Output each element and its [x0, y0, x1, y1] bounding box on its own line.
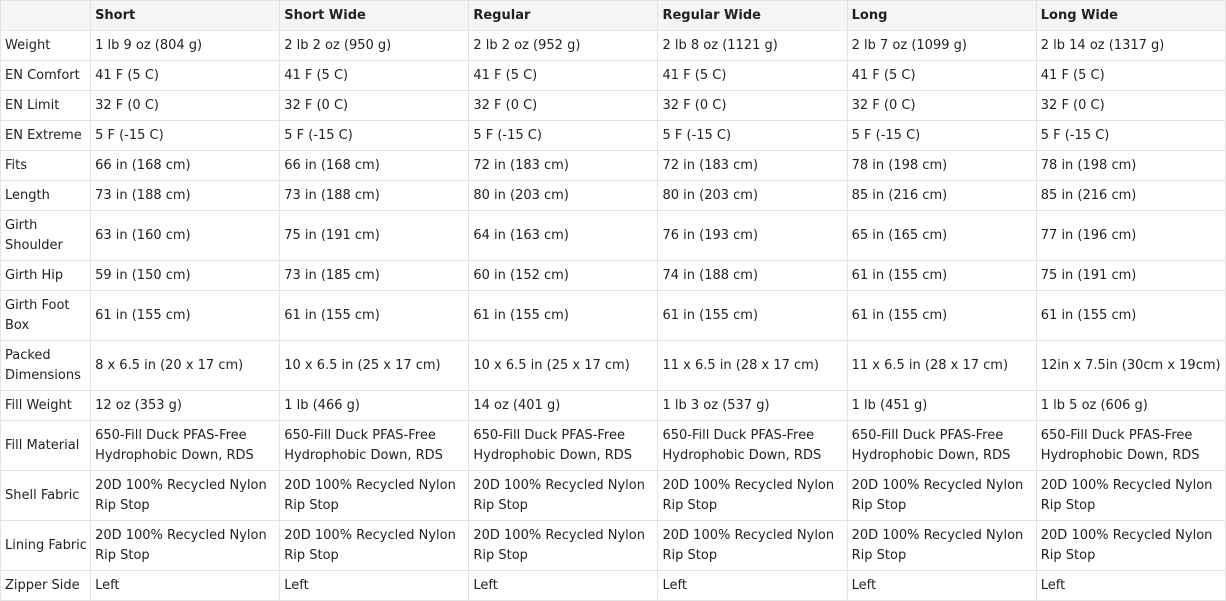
- table-cell: 650-Fill Duck PFAS-Free Hydrophobic Down, RDS: [658, 421, 847, 471]
- table-cell: 20D 100% Recycled Nylon Rip Stop: [658, 521, 847, 571]
- table-cell: 60 in (152 cm): [469, 261, 658, 291]
- table-cell: 32 F (0 C): [91, 91, 280, 121]
- table-row: [1, 181, 1226, 211]
- table-row: [1, 91, 1226, 121]
- table-row: [1, 391, 1226, 421]
- table-cell: Left: [91, 571, 280, 601]
- row-label: Fill Material: [1, 421, 91, 471]
- table-cell: Left: [658, 571, 847, 601]
- table-cell: 5 F (-15 C): [1036, 121, 1225, 151]
- table-cell: Left: [1036, 571, 1225, 601]
- table-cell: 5 F (-15 C): [847, 121, 1036, 151]
- row-label: EN Comfort: [1, 61, 91, 91]
- table-row: [1, 121, 1226, 151]
- table-cell: 20D 100% Recycled Nylon Rip Stop: [91, 521, 280, 571]
- table-cell: Left: [469, 571, 658, 601]
- table-cell: 5 F (-15 C): [658, 121, 847, 151]
- table-cell: 11 x 6.5 in (28 x 17 cm): [847, 341, 1036, 391]
- table-cell: 1 lb 5 oz (606 g): [1036, 391, 1225, 421]
- header-row: [1, 1, 1226, 31]
- header-cell-corner: [1, 1, 91, 31]
- row-label: Packed Dimensions: [1, 341, 91, 391]
- table-cell: 11 x 6.5 in (28 x 17 cm): [658, 341, 847, 391]
- row-label: Shell Fabric: [1, 471, 91, 521]
- table-cell: 12in x 7.5in (30cm x 19cm): [1036, 341, 1225, 391]
- header-cell-short-wide: Short Wide: [280, 1, 469, 31]
- table-cell: 41 F (5 C): [1036, 61, 1225, 91]
- table-cell: Left: [280, 571, 469, 601]
- table-cell: 63 in (160 cm): [91, 211, 280, 261]
- table-cell: 61 in (155 cm): [1036, 291, 1225, 341]
- table-cell: 20D 100% Recycled Nylon Rip Stop: [658, 471, 847, 521]
- table-cell: 14 oz (401 g): [469, 391, 658, 421]
- table-cell: 78 in (198 cm): [847, 151, 1036, 181]
- table-cell: 61 in (155 cm): [91, 291, 280, 341]
- table-cell: 10 x 6.5 in (25 x 17 cm): [280, 341, 469, 391]
- table-cell: 73 in (188 cm): [280, 181, 469, 211]
- table-cell: 2 lb 2 oz (950 g): [280, 31, 469, 61]
- row-label: Fill Weight: [1, 391, 91, 421]
- table-cell: 74 in (188 cm): [658, 261, 847, 291]
- table-cell: 78 in (198 cm): [1036, 151, 1225, 181]
- table-cell: 1 lb 9 oz (804 g): [91, 31, 280, 61]
- table-cell: 73 in (185 cm): [280, 261, 469, 291]
- table-cell: 32 F (0 C): [469, 91, 658, 121]
- row-label: Girth Hip: [1, 261, 91, 291]
- table-row: [1, 421, 1226, 471]
- table-cell: 20D 100% Recycled Nylon Rip Stop: [847, 521, 1036, 571]
- table-row: [1, 61, 1226, 91]
- table-cell: 20D 100% Recycled Nylon Rip Stop: [469, 471, 658, 521]
- table-cell: 66 in (168 cm): [280, 151, 469, 181]
- table-row: [1, 211, 1226, 261]
- table-cell: 10 x 6.5 in (25 x 17 cm): [469, 341, 658, 391]
- table-cell: 32 F (0 C): [280, 91, 469, 121]
- table-cell: 12 oz (353 g): [91, 391, 280, 421]
- table-cell: 20D 100% Recycled Nylon Rip Stop: [847, 471, 1036, 521]
- table-cell: 75 in (191 cm): [280, 211, 469, 261]
- table-cell: 1 lb (451 g): [847, 391, 1036, 421]
- table-cell: 61 in (155 cm): [469, 291, 658, 341]
- table-cell: 5 F (-15 C): [280, 121, 469, 151]
- table-cell: 64 in (163 cm): [469, 211, 658, 261]
- table-cell: 20D 100% Recycled Nylon Rip Stop: [1036, 471, 1225, 521]
- row-label: Fits: [1, 151, 91, 181]
- table-cell: 72 in (183 cm): [658, 151, 847, 181]
- row-label: Girth Shoulder: [1, 211, 91, 261]
- table-row: [1, 521, 1226, 571]
- row-label: Length: [1, 181, 91, 211]
- table-cell: 61 in (155 cm): [280, 291, 469, 341]
- table-cell: 2 lb 14 oz (1317 g): [1036, 31, 1225, 61]
- table-cell: 1 lb (466 g): [280, 391, 469, 421]
- row-label: Weight: [1, 31, 91, 61]
- header-cell-regular-wide: Regular Wide: [658, 1, 847, 31]
- table-cell: 5 F (-15 C): [91, 121, 280, 151]
- table-cell: 5 F (-15 C): [469, 121, 658, 151]
- table-cell: 66 in (168 cm): [91, 151, 280, 181]
- table-cell: 32 F (0 C): [658, 91, 847, 121]
- table-cell: 2 lb 7 oz (1099 g): [847, 31, 1036, 61]
- table-cell: 75 in (191 cm): [1036, 261, 1225, 291]
- table-cell: 72 in (183 cm): [469, 151, 658, 181]
- table-row: [1, 571, 1226, 601]
- header-cell-long: Long: [847, 1, 1036, 31]
- table-cell: 1 lb 3 oz (537 g): [658, 391, 847, 421]
- table-row: [1, 31, 1226, 61]
- table-row: [1, 291, 1226, 341]
- row-label: Girth Foot Box: [1, 291, 91, 341]
- table-cell: 41 F (5 C): [91, 61, 280, 91]
- table-cell: 650-Fill Duck PFAS-Free Hydrophobic Down, RDS: [469, 421, 658, 471]
- table-cell: 2 lb 8 oz (1121 g): [658, 31, 847, 61]
- table-cell: 41 F (5 C): [469, 61, 658, 91]
- table-cell: 80 in (203 cm): [658, 181, 847, 211]
- table-row: [1, 471, 1226, 521]
- table-cell: 41 F (5 C): [658, 61, 847, 91]
- table-cell: 650-Fill Duck PFAS-Free Hydrophobic Down, RDS: [847, 421, 1036, 471]
- table-cell: 59 in (150 cm): [91, 261, 280, 291]
- table-cell: 2 lb 2 oz (952 g): [469, 31, 658, 61]
- header-cell-long-wide: Long Wide: [1036, 1, 1225, 31]
- table-row: [1, 151, 1226, 181]
- table-cell: 20D 100% Recycled Nylon Rip Stop: [1036, 521, 1225, 571]
- table-cell: 73 in (188 cm): [91, 181, 280, 211]
- table-row: [1, 341, 1226, 391]
- table-cell: 32 F (0 C): [847, 91, 1036, 121]
- header-cell-short: Short: [91, 1, 280, 31]
- specs-table-body: [1, 31, 1226, 601]
- table-cell: 85 in (216 cm): [1036, 181, 1225, 211]
- table-cell: 61 in (155 cm): [847, 291, 1036, 341]
- table-cell: 61 in (155 cm): [847, 261, 1036, 291]
- table-cell: 41 F (5 C): [847, 61, 1036, 91]
- table-cell: 32 F (0 C): [1036, 91, 1225, 121]
- table-cell: 20D 100% Recycled Nylon Rip Stop: [469, 521, 658, 571]
- row-label: Zipper Side: [1, 571, 91, 601]
- table-cell: 77 in (196 cm): [1036, 211, 1225, 261]
- table-cell: 650-Fill Duck PFAS-Free Hydrophobic Down, RDS: [91, 421, 280, 471]
- table-cell: 650-Fill Duck PFAS-Free Hydrophobic Down, RDS: [1036, 421, 1225, 471]
- row-label: EN Extreme: [1, 121, 91, 151]
- row-label: Lining Fabric: [1, 521, 91, 571]
- table-cell: 61 in (155 cm): [658, 291, 847, 341]
- table-cell: 76 in (193 cm): [658, 211, 847, 261]
- table-cell: 20D 100% Recycled Nylon Rip Stop: [91, 471, 280, 521]
- table-row: [1, 261, 1226, 291]
- table-cell: 20D 100% Recycled Nylon Rip Stop: [280, 521, 469, 571]
- table-cell: Left: [847, 571, 1036, 601]
- table-cell: 65 in (165 cm): [847, 211, 1036, 261]
- table-cell: 8 x 6.5 in (20 x 17 cm): [91, 341, 280, 391]
- table-cell: 80 in (203 cm): [469, 181, 658, 211]
- table-cell: 20D 100% Recycled Nylon Rip Stop: [280, 471, 469, 521]
- row-label: EN Limit: [1, 91, 91, 121]
- table-cell: 650-Fill Duck PFAS-Free Hydrophobic Down, RDS: [280, 421, 469, 471]
- header-cell-regular: Regular: [469, 1, 658, 31]
- table-cell: 85 in (216 cm): [847, 181, 1036, 211]
- table-cell: 41 F (5 C): [280, 61, 469, 91]
